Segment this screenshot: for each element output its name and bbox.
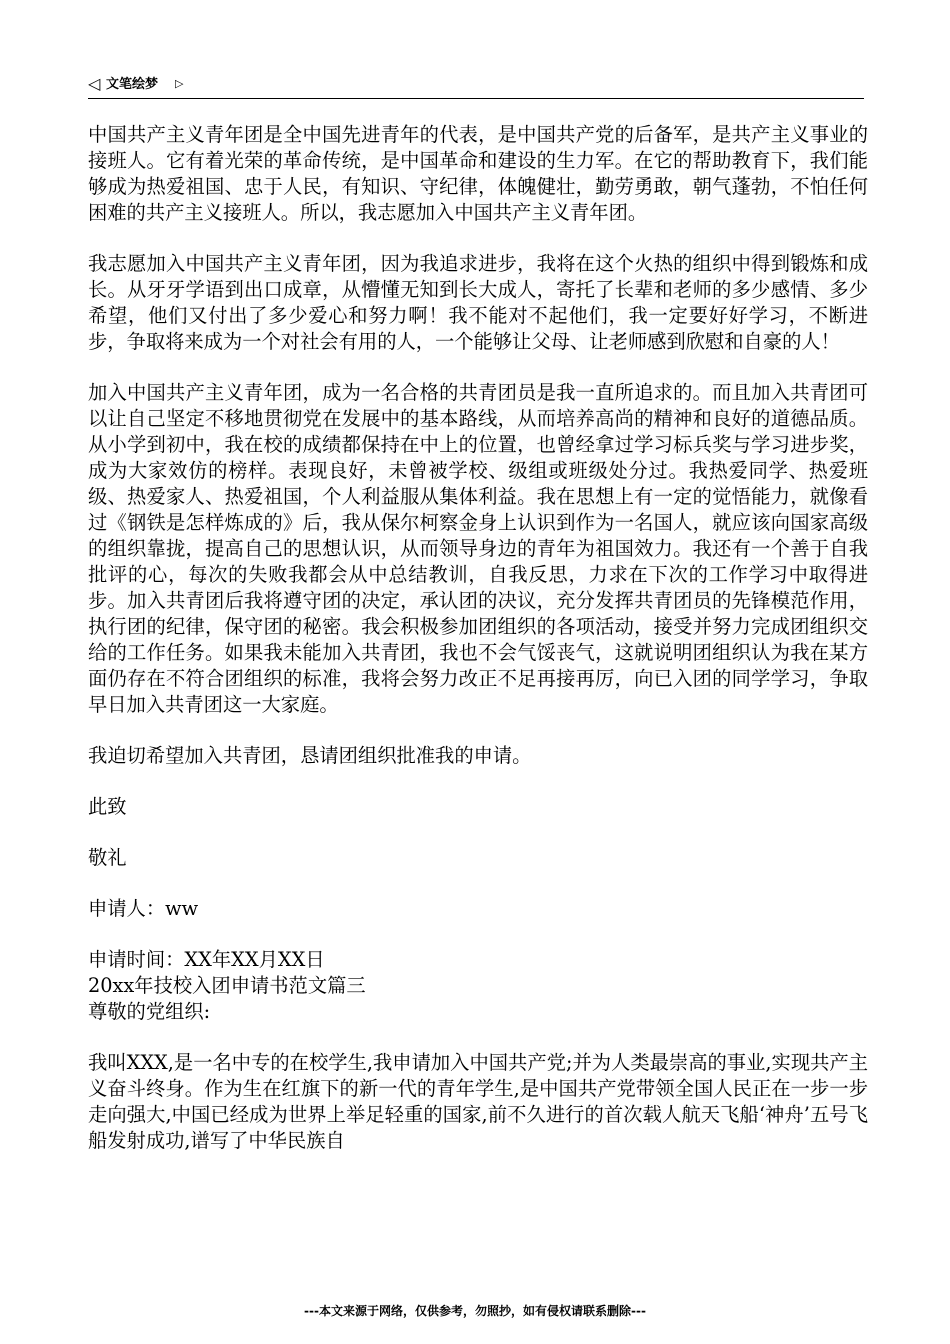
application-date: 申请时间：XX年XX月XX日 <box>88 948 325 971</box>
applicant-name: 申请人：ww <box>88 897 199 920</box>
paragraph-reason: 我志愿加入中国共产主义青年团，因为我追求进步，我将在这个火热的组织中得到锻炼和成长。从牙牙学语到出口成章，从懵懂无知到长大成人，寄托了长辈和老师的多少感情、多少希望，他们又付出了多少爱心和努力啊！我不能对不起他们，我一定要好好学习，不断进步，争取将来成为一个对社会有用的人，一个能够让父母、让老师感到欣慰和自豪的人！ <box>88 252 868 353</box>
brand-name: 文笔绘梦 <box>106 77 159 92</box>
paragraph-request: 我迫切希望加入共青团，恳请团组织批准我的申请。 <box>88 744 532 767</box>
paragraph-intro: 中国共产主义青年团是全中国先进青年的代表，是中国共产党的后备军，是共产主义事业的接班人。它有着光荣的革命传统，是中国革命和建设的生力军。在它的帮助教育下，我们能够成为热爱祖国、忠于人民，有知识、守纪律，体魄健壮，勤劳勇敢，朝气蓬勃，不怕任何困难的共产主义接班人。所以，我志愿加入中国共产主义青年团。 <box>88 123 868 224</box>
closing-salutation: 此致 <box>88 795 127 818</box>
page-header <box>88 74 864 99</box>
triangle-right-icon: ▷ <box>175 77 184 90</box>
section-title: 20xx年技校入团申请书范文篇三 <box>88 974 366 997</box>
letter-greeting: 尊敬的党组织: <box>88 1000 211 1023</box>
paragraph-party-application: 我叫XXX,是一名中专的在校学生,我申请加入中国共产党;并为人类最崇高的事业,实现共产主义奋斗终身。作为生在红旗下的新一代的青年学生,是中国共产党带领全国人民正在一步一步走向强大,中国已经成为世界上举足轻重的国家,前不久进行的首次载人航天飞船‘神舟’五号飞船发射成功,谱写了中华民族自 <box>88 1051 868 1152</box>
triangle-left-icon: ◁ <box>88 74 101 93</box>
document-body <box>88 122 868 1154</box>
paragraph-performance: 加入中国共产主义青年团，成为一名合格的共青团员是我一直所追求的。而且加入共青团可以让自己坚定不移地贯彻党在发展中的基本路线，从而培养高尚的精神和良好的道德品质。从小学到初中，我在校的成绩都保持在中上的位置，也曾经拿过学习标兵奖与学习进步奖，成为大家效仿的榜样。表现良好，未曾被学校、级组或班级处分过。我热爱同学、热爱班级、热爱家人、热爱祖国，个人利益服从集体利益。我在思想上有一定的觉悟能力，就像看过《钢铁是怎样炼成的》后，我从保尔柯察金身上认识到作为一名国人，就应该向国家高级的组织靠拢，提高自己的思想认识，从而领导身边的青年为祖国效力。我还有一个善于自我批评的心，每次的失败我都会从中总结教训，自我反思，力求在下次的工作学习中取得进步。加入共青团后我将遵守团的决定，承认团的决议，充分发挥共青团员的先锋模范作用，执行团的纪律，保守团的秘密。我会积极参加团组织的各项活动，接受并努力完成团组织交给的工作任务。如果我未能加入共青团，我也不会气馁丧气，这就说明团组织认为我在某方面仍存在不符合团组织的标准，我将会努力改正不足再接再厉，向已入团的同学学习，争取早日加入共青团这一大家庭。 <box>88 381 868 716</box>
closing-regards: 敬礼 <box>88 846 127 869</box>
page-footer-disclaimer: ---本文来源于网络，仅供参考，勿照抄，如有侵权请联系删除--- <box>304 1304 646 1318</box>
